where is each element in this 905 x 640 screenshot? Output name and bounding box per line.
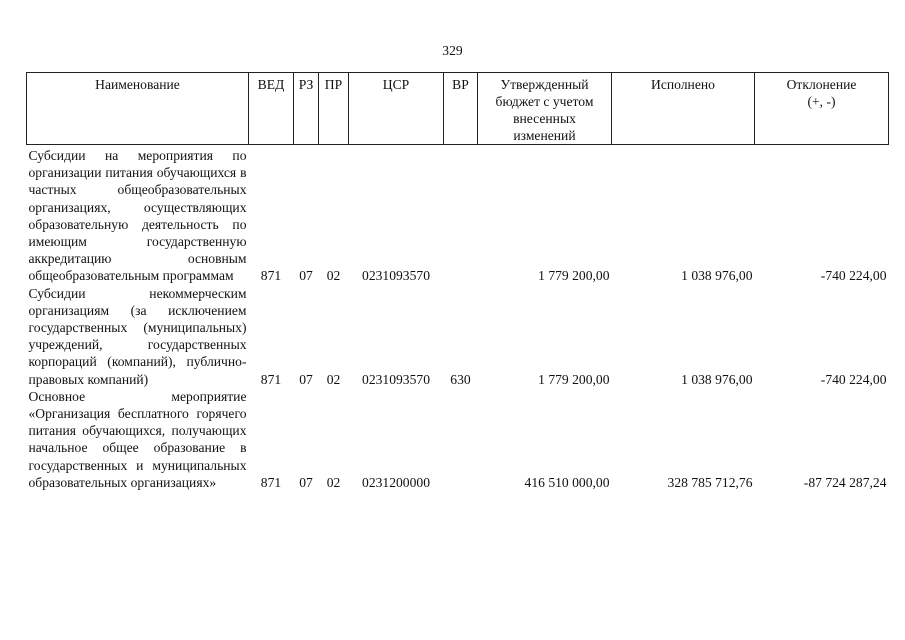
row-pr: 02 — [326, 474, 341, 490]
row-name: Субсидии некоммерческим организациям (за исключением государственных (муниципальных) учреждений, государственных корпораций (компаний), публично-правовых компаний) — [28, 285, 247, 387]
row-rz: 07 — [299, 371, 313, 387]
row-vr: 630 — [450, 371, 471, 387]
budget-table — [26, 72, 889, 491]
row-rz: 07 — [299, 268, 313, 284]
header-vr: ВР — [444, 73, 478, 145]
table-row — [27, 145, 889, 285]
row-ved: 871 — [260, 268, 282, 284]
row-vr — [444, 388, 478, 491]
row-deviation: -740 224,00 — [820, 371, 887, 387]
row-approved: 1 779 200,00 — [538, 268, 610, 284]
row-deviation: -87 724 287,24 — [803, 474, 887, 490]
row-executed: 1 038 976,00 — [681, 371, 753, 387]
header-pr: ПР — [319, 73, 349, 145]
row-approved: 1 779 200,00 — [538, 371, 610, 387]
row-deviation: -740 224,00 — [820, 268, 887, 284]
row-name: Основное мероприятие «Организация бесплатного горячего питания обучающихся, получающих начальное общее образование в государственных и муниципальных образовательных организациях» — [28, 388, 247, 490]
row-csr: 0231200000 — [362, 474, 430, 490]
header-csr: ЦСР — [349, 73, 444, 145]
row-csr: 0231093570 — [362, 371, 430, 387]
header-approved: Утвержденный бюджет с учетом внесенных изменений — [478, 73, 612, 145]
table-row — [27, 285, 889, 388]
row-ved: 871 — [260, 474, 282, 490]
row-vr — [444, 145, 478, 285]
row-pr: 02 — [326, 268, 341, 284]
header-ved: ВЕД — [249, 73, 294, 145]
header-executed: Исполнено — [612, 73, 755, 145]
row-name: Субсидии на мероприятия по организации питания обучающихся в частных общеобразовательных организациях, осуществляющих образовательную деятельность по имеющим государственную аккредитацию основным общеобразовательным программам — [28, 148, 247, 284]
row-rz: 07 — [299, 474, 313, 490]
row-executed: 328 785 712,76 — [667, 474, 753, 490]
table-body — [27, 145, 889, 492]
row-ved: 871 — [260, 371, 282, 387]
row-approved: 416 510 000,00 — [524, 474, 610, 490]
row-pr: 02 — [326, 371, 341, 387]
header-name: Наименование — [27, 73, 249, 145]
header-deviation: Отклонение (+, -) — [755, 73, 889, 145]
row-executed: 1 038 976,00 — [681, 268, 753, 284]
header-rz: РЗ — [294, 73, 319, 145]
table-row — [27, 388, 889, 491]
page-number: 329 — [442, 43, 463, 58]
table-header — [27, 73, 889, 145]
row-csr: 0231093570 — [362, 268, 430, 284]
